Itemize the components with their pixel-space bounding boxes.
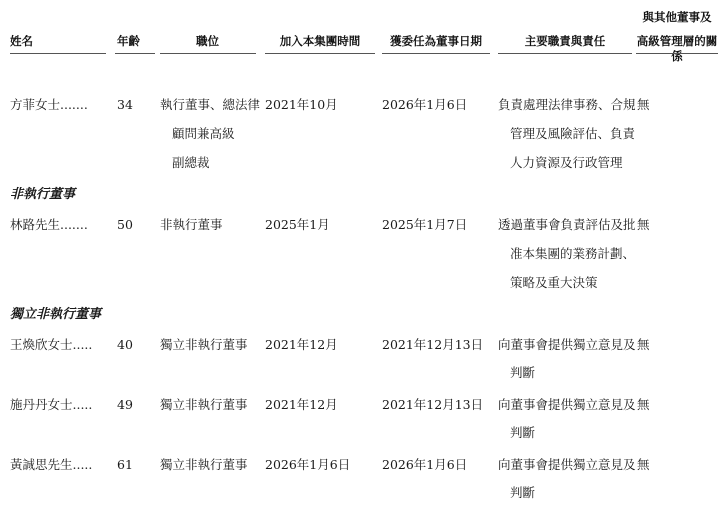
director-join-date: 2026年1月6日 (265, 457, 351, 472)
director-duties-line: 向董事會提供獨立意見及 (498, 337, 636, 352)
director-position-line: 獨立非執行董事 (160, 337, 248, 352)
header-join-date: 加入本集團時間 (279, 34, 361, 48)
director-name: 王煥欣女士..... (10, 337, 93, 352)
director-position-line: 顧問兼高級 (172, 126, 235, 141)
director-join-date: 2021年12月 (265, 337, 338, 352)
director-join-date: 2021年10月 (265, 97, 338, 112)
director-name: 黃誠思先生..... (10, 457, 93, 472)
director-name: 方菲女士....... (10, 97, 88, 112)
header-rule-duties (498, 53, 632, 54)
director-duties-line: 判斷 (510, 425, 536, 440)
director-position-line: 副總裁 (172, 155, 210, 170)
director-duties-line: 向董事會提供獨立意見及 (498, 457, 636, 472)
director-position-line: 執行董事、總法律 (160, 97, 261, 112)
header-appoint-date: 獲委任為董事日期 (390, 34, 482, 48)
director-appoint-date: 2026年1月6日 (382, 457, 468, 472)
director-duties-line: 人力資源及行政管理 (510, 155, 623, 170)
director-appoint-date: 2021年12月13日 (382, 397, 484, 412)
header-age: 年齡 (117, 34, 140, 48)
section-heading-independent: 獨立非執行董事 (10, 307, 102, 322)
director-age: 34 (117, 97, 133, 112)
director-position-line: 獨立非執行董事 (160, 457, 248, 472)
director-duties-line: 向董事會提供獨立意見及 (498, 397, 636, 412)
director-position-line: 獨立非執行董事 (160, 397, 248, 412)
director-age: 61 (117, 457, 133, 472)
director-appoint-date: 2021年12月13日 (382, 337, 484, 352)
director-name: 林路先生....... (10, 217, 88, 232)
director-duties-line: 判斷 (510, 485, 536, 500)
director-relation: 無 (637, 457, 650, 472)
director-relation: 無 (637, 97, 650, 112)
director-duties-line: 負責處理法律事務、合規 (498, 97, 636, 112)
section-heading-non-executive: 非執行董事 (10, 187, 76, 202)
header-name: 姓名 (10, 34, 33, 48)
director-duties-line: 策略及重大決策 (510, 275, 598, 290)
director-age: 49 (117, 397, 133, 412)
director-duties-line: 准本集團的業務計劃、 (510, 246, 636, 261)
director-position-line: 非執行董事 (160, 217, 223, 232)
director-name: 施丹丹女士..... (10, 397, 93, 412)
director-relation: 無 (637, 397, 650, 412)
header-duties: 主要職責與責任 (524, 34, 606, 48)
director-join-date: 2021年12月 (265, 397, 338, 412)
director-duties-line: 管理及風險評估、負責 (510, 126, 636, 141)
header-relation-line1: 與其他董事及 (642, 10, 712, 24)
header-rule-relation (636, 53, 718, 54)
header-rule-position (160, 53, 256, 54)
header-rule-join-date (265, 53, 375, 54)
header-rule-name (10, 53, 106, 54)
header-rule-age (115, 53, 155, 54)
director-age: 50 (117, 217, 133, 232)
director-duties-line: 透過董事會負責評估及批 (498, 217, 636, 232)
header-relation-line2: 高級管理層的關係 (636, 34, 718, 63)
director-appoint-date: 2025年1月7日 (382, 217, 468, 232)
director-relation: 無 (637, 217, 650, 232)
header-position: 職位 (196, 34, 219, 48)
director-age: 40 (117, 337, 133, 352)
director-relation: 無 (637, 337, 650, 352)
director-join-date: 2025年1月 (265, 217, 330, 232)
header-rule-appoint-date (382, 53, 490, 54)
director-duties-line: 判斷 (510, 365, 536, 380)
director-appoint-date: 2026年1月6日 (382, 97, 468, 112)
